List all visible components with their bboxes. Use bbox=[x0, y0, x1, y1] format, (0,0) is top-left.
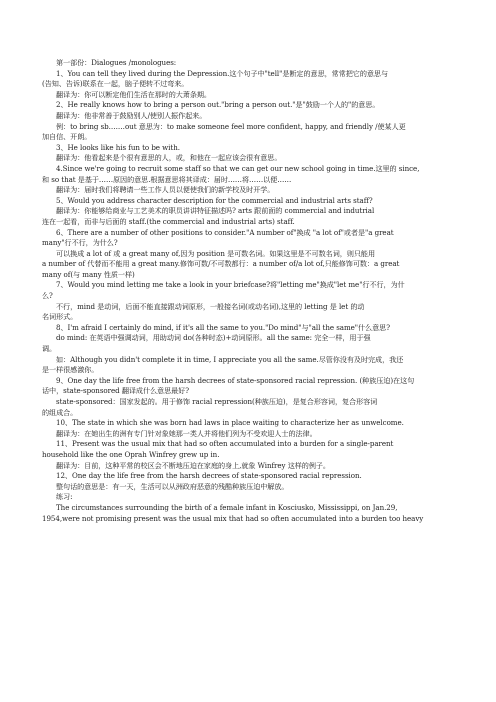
text-line: 翻译为：在她出生的洲有专门针对象她那一类人并将他们列为不受欢迎人士的法律。 bbox=[56, 428, 317, 438]
text-line: 5、Would you address character description for the commercial and industrial arts staff? bbox=[56, 195, 373, 205]
text-line: 名词形式。 bbox=[42, 312, 78, 322]
text-line: 7、Would you mind letting me take a look in your briefcase?将"letting me"换成"let me"行不行，为什 bbox=[56, 280, 405, 290]
text-line: 话中，state-sponsored 翻译成什么意思最好? bbox=[42, 386, 189, 396]
text-line: 1、You can tell they lived during the Depression.这个句子中"tell"是断定的意思，常常把它的意思与 bbox=[56, 68, 389, 78]
text-line: 可以换成 a lot of 或 a great many of,因为 position 是可数名词。如果这里是不可数名词，则只能用 bbox=[56, 248, 375, 258]
text-line: many"行不行，为什么? bbox=[42, 238, 118, 248]
text-line: 10、The state in which she was born had laws in place waiting to characterize her as unwelcome. bbox=[56, 418, 404, 428]
text-line: 2、He really knows how to bring a person out."bring a person out."是"鼓励一个人的"的意思。 bbox=[56, 100, 380, 110]
text-line: 加自信、开朗。 bbox=[42, 132, 92, 142]
text-line: state-sponsored：国家发起的。用于修饰 racial repression(种族压迫)，是复合形容词，复合形容词 bbox=[56, 397, 378, 406]
text-line: 整句话的意思是：有一天，生活可以从洲政府恶意的残酷种族压迫中解放。 bbox=[56, 481, 289, 491]
text-line: 4.Since we're going to recruit some staff so that we can get our new school going in time.这里的 since, bbox=[56, 163, 420, 173]
text-line: 和 so that 是基于……原因的意思.根据意思将其译成：届时……将……以便…… bbox=[42, 174, 292, 184]
text-line: 6、There are a number of other positions to consider."A number of"换成 "a lot of"或者是"a great bbox=[56, 227, 394, 237]
text-line: 么? bbox=[42, 291, 53, 301]
text-line: household like the one Oprah Winfrey grew up in. bbox=[42, 449, 220, 459]
text-line: (告知、告诉)联系在一起，脑子便转不过弯来。 bbox=[42, 79, 189, 89]
text-line: 第一部份：Dialogues /monologues: bbox=[56, 58, 177, 67]
text-line: 调。 bbox=[42, 344, 57, 354]
text-line: 翻译为：届时我们将聘请一些工作人员以便使我们的新学校及时开学。 bbox=[56, 185, 275, 195]
text-line: 1954,were not promising present was the usual mix that had so often accumulated into a burden too heavy bbox=[42, 513, 424, 523]
text-line: 连在一起看，而非与后面的 staff.(the commercial and industrial arts) staff. bbox=[42, 216, 295, 226]
text-line: 练习: bbox=[56, 492, 73, 502]
text-line: 翻译为：你可以断定他们生活在那时的大萧条期。 bbox=[56, 89, 211, 99]
text-line: many of(与 many 性质一样) bbox=[42, 269, 135, 279]
text-line: 不行，mind 是动词，后面不能直接跟动词原形，一般接名词(或动名词),这里的 letting 是 let 的动 bbox=[56, 301, 365, 311]
text-line: 3、He looks like his fun to be with. bbox=[56, 142, 180, 152]
text-line: 翻译为：他看起来是个很有意思的人，或，和他在一起应该会很有意思。 bbox=[56, 153, 282, 163]
text-line: do mind: 在英语中强调动词，用助动词 do(各种时态)+动词原形。all the same: 完全一样，用于强 bbox=[56, 333, 371, 343]
text-line: 的组成合。 bbox=[42, 407, 78, 417]
text-line: 翻译为：他非常善于鼓励别人/使别人振作起来。 bbox=[56, 110, 207, 120]
text-line: 12、One day the life free from the harsh decrees of state-sponsored racial repression. bbox=[56, 471, 362, 481]
text-line: 是一样很感激你。 bbox=[42, 365, 99, 375]
text-line: 如：Although you didn't complete it in time, I appreciate you all the same.尽管你没有及时完成，我还 bbox=[56, 354, 404, 364]
text-line: 11、Present was the usual mix that had so often accumulated into a burden for a single-parent bbox=[56, 439, 394, 449]
text-line: 翻译为：你能够给商业与工艺美术的职员讲讲特征描述吗? arts 跟前面的 commercial and indutrial bbox=[56, 206, 375, 216]
text-line: The circumstances surrounding the birth of a female infant in Kosciusko, Mississippi, on Jan.29, bbox=[56, 502, 398, 512]
text-line: 8、I'm afraid I certainly do mind, if it's all the same to you."Do mind"与"all the same"什么意思? bbox=[56, 322, 390, 332]
text-line: 翻译为：目前，这种平常的校区会不断地压迫在家庭的身上,就象 Winfrey 这样的例子。 bbox=[56, 460, 330, 470]
document-body bbox=[42, 58, 452, 524]
text-line: 例：to bring sb.……out 意思为：to make someone feel more confident, happy, and friendly /使某人更 bbox=[56, 121, 406, 131]
text-line: a number of 代替而不能用 a great many.修饰可数/不可数都行：a number of/a lot of,只能修饰可数：a great bbox=[42, 259, 400, 269]
text-line: 9、One day the life free from the harsh decrees of state-sponsored racial repression. (种族压迫)在这句 bbox=[56, 375, 415, 385]
